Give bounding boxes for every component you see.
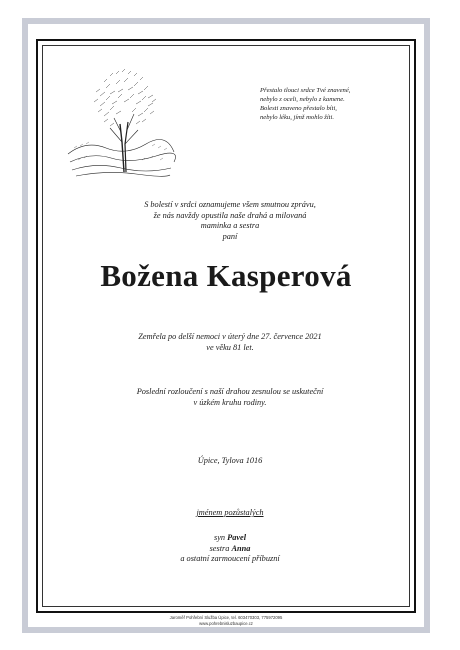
mourner-others: a ostatní zarmoucení příbuzní [180,554,280,563]
death-line: Zemřela po delší nemoci v úterý dne 27. července 2021 [138,332,322,341]
mourners-list [60,533,400,565]
death-notice [60,332,400,353]
intro-line: S bolestí v srdci oznamujeme všem smutnou zprávu, [144,200,316,209]
poem-line: Přestalo tlouci srdce Tvé znavené, [260,87,351,94]
poem [260,86,400,122]
farewell-line: Poslední rozloučení s naší drahou zesnulou se uskuteční [136,387,324,396]
deceased-name: Božena Kasperová [100,258,352,293]
footer-line1: Jaroměř Pohřební Služba Úpice, tel. 603470303, 775972095 [169,615,283,620]
son-prefix: syn [213,533,228,542]
intro-line: že nás navždy opustila naše drahá a milovaná [153,210,307,220]
mourner-sister [60,544,400,555]
sister-name: Anna [231,543,251,553]
tree-illustration [66,62,176,182]
on-behalf-text: jménem pozůstalých [196,508,264,517]
poem-line: Bolesti znaveno přestalo bíti, [260,105,337,112]
death-line: ve věku 81 let. [206,342,254,352]
intro-line: paní [222,231,238,241]
intro-line: maminka a sestra [200,221,260,230]
farewell-notice [60,387,400,408]
address: Úpice, Tylova 1016 [197,456,263,465]
poem-line: nebylo léku, jímž mohlo žíti. [260,114,334,121]
sister-prefix: sestra [209,543,232,553]
poem-line: nebylo z oceli, nebylo z kamene. [260,96,345,103]
son-name: Pavel [227,533,247,542]
on-behalf-heading [60,508,400,519]
footer-line2: www.pohrebnisluzbaupice.cz [199,621,253,626]
footer [42,615,410,627]
mourner-son [60,533,400,544]
farewell-line: v úzkém kruhu rodiny. [193,397,267,407]
announcement-intro [60,200,400,242]
